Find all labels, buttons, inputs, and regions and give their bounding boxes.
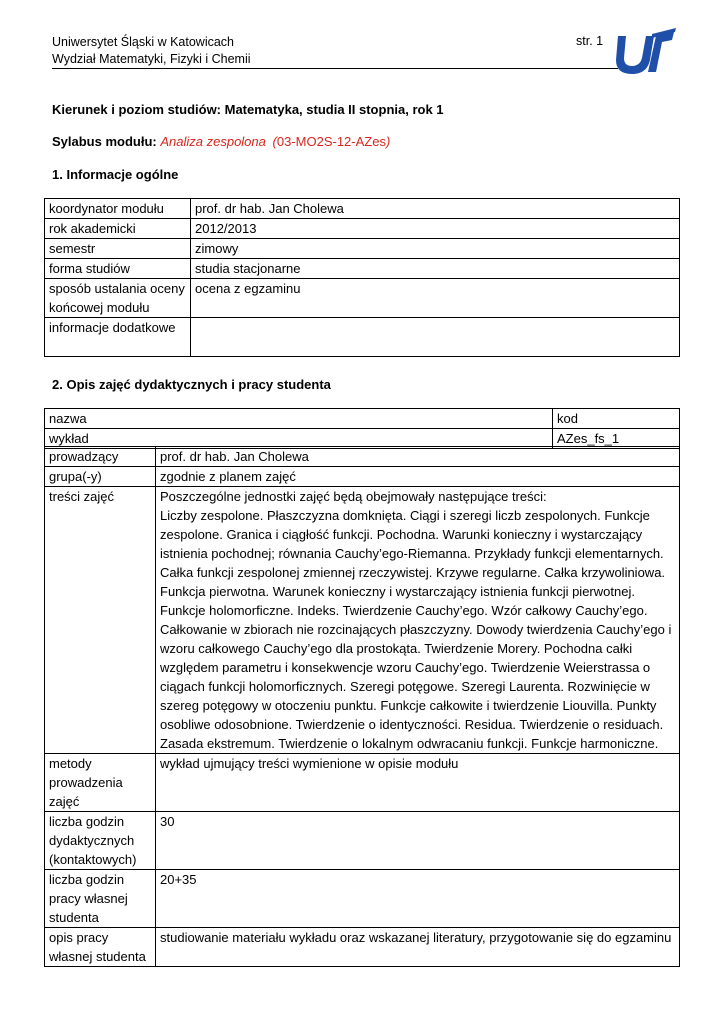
info-value: 2012/2013: [191, 219, 680, 239]
module-code: [273, 134, 391, 149]
table-row: [45, 318, 680, 357]
detail-label: treści zajęć: [45, 487, 156, 754]
info-value: prof. dr hab. Jan Cholewa: [191, 199, 680, 219]
syllabus-label: Sylabus modułu:: [52, 134, 157, 149]
info-label: semestr: [45, 239, 191, 259]
info-value: [191, 318, 680, 357]
detail-value: studiowanie materiału wykładu oraz wskazanej literatury, przygotowanie się do egzaminu: [156, 928, 680, 967]
class-code: AZes_fs_1: [553, 429, 680, 449]
table-row: [45, 487, 680, 754]
study-field-heading: Kierunek i poziom studiów: Matematyka, studia II stopnia, rok 1: [52, 102, 444, 117]
table-row: [45, 199, 680, 219]
table-row: [45, 467, 680, 487]
module-code-paren-open: (: [272, 134, 277, 149]
info-value: ocena z egzaminu: [191, 279, 680, 318]
table-row: [45, 447, 680, 467]
university-name: Uniwersytet Śląski w Katowicach: [52, 35, 235, 49]
section-classes-title: 2. Opis zajęć dydaktycznych i pracy studenta: [52, 377, 331, 392]
detail-label: metody prowadzenia zajęć: [45, 754, 156, 812]
detail-label: liczba godzin pracy własnej studenta: [45, 870, 156, 928]
page-header: [52, 34, 251, 68]
info-label: informacje dodatkowe: [45, 318, 191, 357]
info-label: forma studiów: [45, 259, 191, 279]
info-label: sposób ustalania oceny końcowej modułu: [45, 279, 191, 318]
header-divider: [52, 68, 618, 69]
classes-name-table: [44, 408, 680, 449]
table-row: [45, 409, 680, 429]
section-general-info-title: 1. Informacje ogólne: [52, 167, 179, 182]
detail-value: 30: [156, 812, 680, 870]
module-name: Analiza zespolona: [160, 134, 266, 149]
column-header-code: kod: [553, 409, 680, 429]
detail-label: liczba godzin dydaktycznych (kontaktowych): [45, 812, 156, 870]
detail-label: grupa(-y): [45, 467, 156, 487]
detail-label: prowadzący: [45, 447, 156, 467]
table-row: [45, 259, 680, 279]
info-label: rok akademicki: [45, 219, 191, 239]
info-value: zimowy: [191, 239, 680, 259]
class-name: wykład: [45, 429, 553, 449]
table-row: [45, 928, 680, 967]
table-row: [45, 754, 680, 812]
table-row: [45, 812, 680, 870]
detail-value: 20+35: [156, 870, 680, 928]
syllabus-heading: [52, 134, 390, 149]
module-code-text: 03-MO2S-12-AZes: [276, 134, 386, 149]
course-content-text: Poszczególne jednostki zajęć będą obejmowały następujące treści: Liczby zespolone. Płaszczyzna domknięta. Ciągi i szeregi liczb zespolonych. Funkcje zespolone. Granica i ciągłość funkcji. Pochodna. Warunki konieczny i wystarczający istnienia pochodnej; równania Cauchy’ego-Riemanna. Przykłady funkcji elementarnych. Całka funkcji zespolonej zmiennej rzeczywistej. Krzywe regularne. Całka krzywoliniowa. Funkcja pierwotna. Warunek konieczny i wystarczający istnienia funkcji pierwotnej. Funkcje holomorficzne. Indeks. Twierdzenie Cauchy’ego. Wzór całkowy Cauchy’ego. Całkowanie w zbiorach nie rozcinających płaszczyzny. Dowody twierdzenia Cauchy’ego i wzoru całkowego Cauchy’ego dla prostokąta. Twierdzenie Morery. Pochodna całki względem parametru i konsekwencje wzoru Cauchy’ego. Twierdzenie Weierstrassa o ciągach funkcji holomorficznych. Szeregi potęgowe. Szeregi Laurenta. Rozwinięcie w szereg potęgowy w otoczeniu punktu. Funkcje całkowite i twierdzenie Liouvilla. Punkty osobliwe odosobnione. Twierdzenie o identyczności. Residua. Twierdzenie o residuach. Zasada ekstremum. Twierdzenie o lokalnym odwracaniu funkcji. Funkcje harmoniczne.: [156, 487, 680, 754]
info-value: studia stacjonarne: [191, 259, 680, 279]
detail-value: prof. dr hab. Jan Cholewa: [156, 447, 680, 467]
detail-label: opis pracy własnej studenta: [45, 928, 156, 967]
university-logo-icon: [612, 28, 676, 76]
faculty-name: Wydział Matematyki, Fizyki i Chemii: [52, 52, 251, 66]
module-code-paren-close: ): [385, 134, 391, 149]
column-header-name: nazwa: [45, 409, 553, 429]
page-number: str. 1: [576, 34, 604, 48]
table-row: [45, 870, 680, 928]
detail-value: wykład ujmujący treści wymienione w opisie modułu: [156, 754, 680, 812]
table-row: [45, 239, 680, 259]
general-info-table: [44, 198, 680, 357]
detail-value: zgodnie z planem zajęć: [156, 467, 680, 487]
classes-details-table: [44, 446, 680, 967]
table-row: [45, 279, 680, 318]
table-row: [45, 219, 680, 239]
info-label: koordynator modułu: [45, 199, 191, 219]
